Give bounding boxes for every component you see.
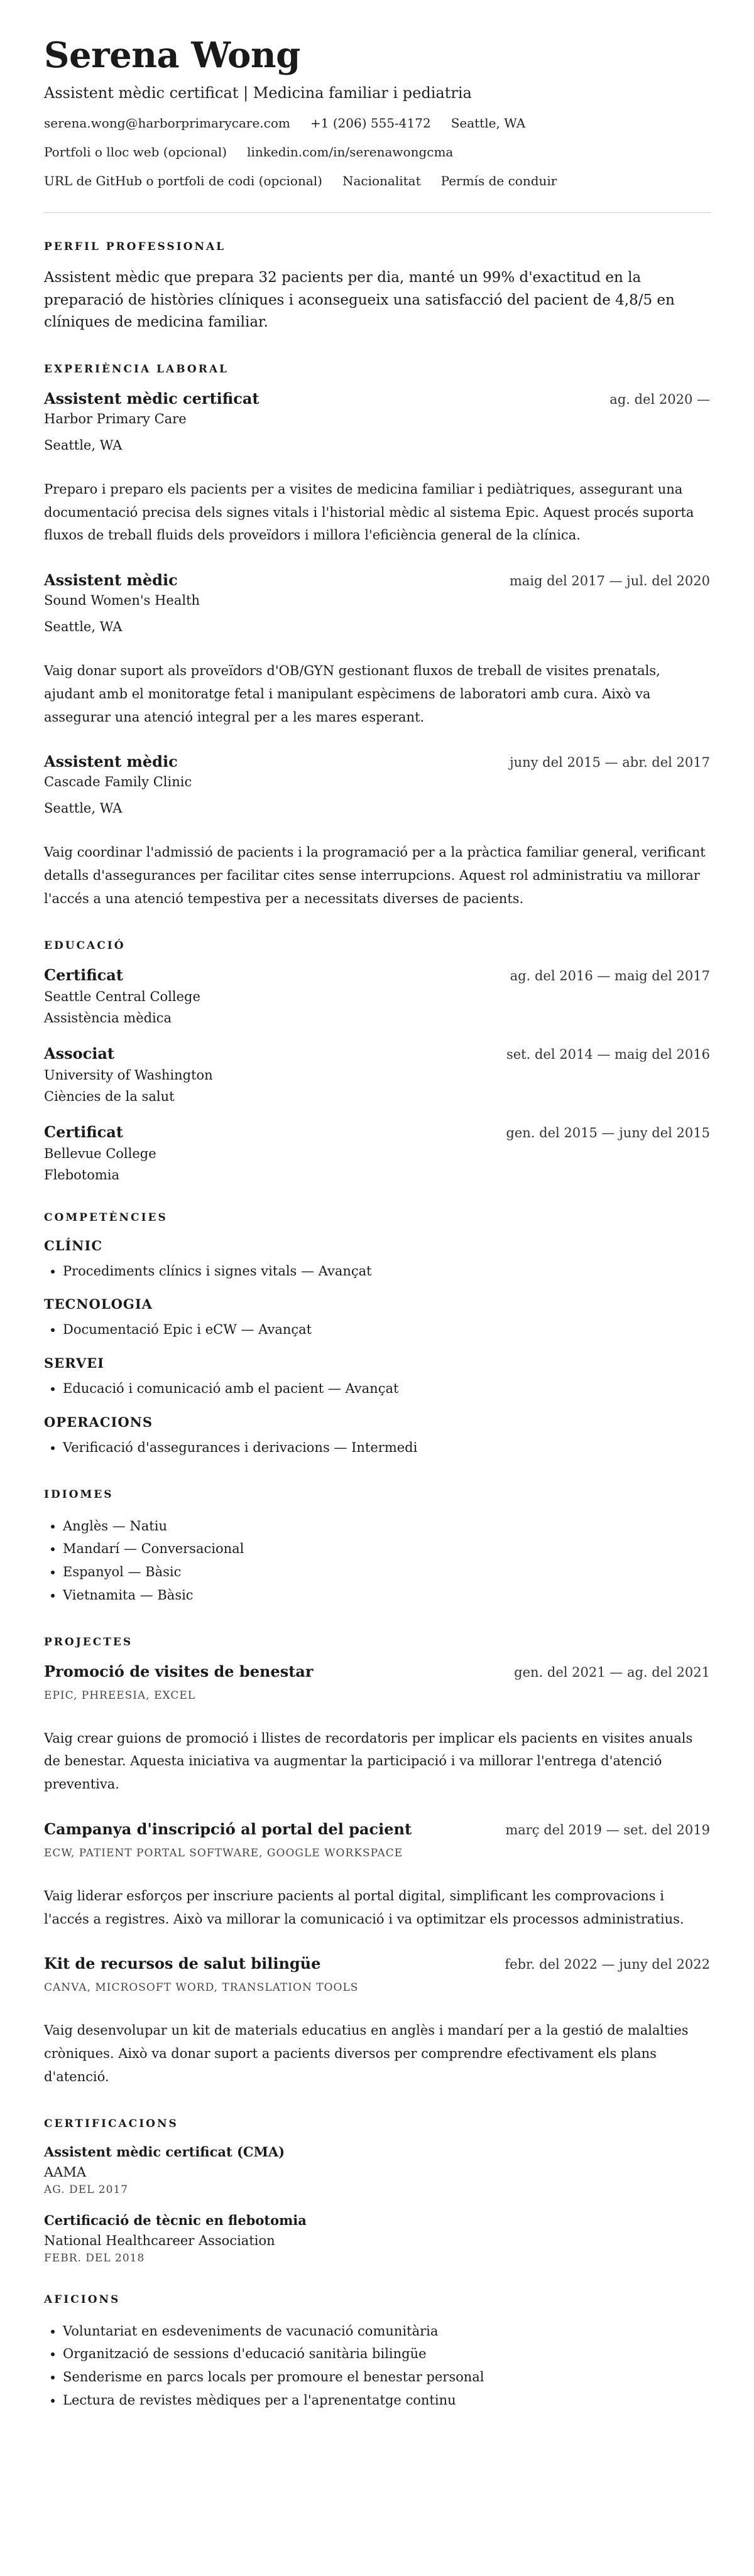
skill-item: • Educació i comunicació amb el pacient — Avançat	[63, 1377, 710, 1400]
job-title: Assistent mèdic	[44, 752, 178, 771]
project-name: Promoció de visites de benestar	[44, 1662, 314, 1680]
phone-number: +1 (206) 555-4172	[310, 116, 431, 131]
field-of-study: Assistència mèdica	[44, 1010, 172, 1026]
header-divider	[44, 212, 710, 213]
portfolio-link[interactable]: Portfoli o lloc web (opcional)	[44, 144, 227, 160]
driving-license: Permís de conduir	[440, 173, 557, 188]
certifications-section	[44, 2118, 710, 2265]
education-section	[44, 939, 710, 1182]
education-entry	[44, 1123, 710, 1182]
section-title: IDIOMES	[44, 1488, 114, 1501]
project-description: Vaig desenvolupar un kit de materials educatius en anglès i mandarí per a la gestió de malalties cròniques. Això va donar suport a pacients diversos per comprendre efectivament els plans d'atenció.	[44, 2023, 689, 2084]
employer: Sound Women's Health	[44, 593, 200, 609]
skill-category: OPERACIONS	[44, 1414, 153, 1430]
project-description: Vaig liderar esforços per inscriure pacients al portal digital, simplificant les comprovacions i l'accés a registres. Això va millorar la comunicació i va optimitzar els processos administratius.	[44, 1888, 684, 1927]
job-description: Preparo i preparo els pacients per a visites de medicina familiar i pediàtriques, assegurant una documentació precisa dels signes vitals i l'historial mèdic al sistema Epic. Aquest procés suporta fluxos de treball fluids dels proveïdors i millora l'eficiència general de la clínica.	[44, 481, 694, 543]
education-dates: ag. del 2016 — maig del 2017	[510, 968, 710, 983]
job-location: Seattle, WA	[44, 437, 123, 453]
job-dates: ag. del 2020 —	[609, 391, 710, 407]
project-tech: ECW, PATIENT PORTAL SOFTWARE, GOOGLE WORKSPACE	[44, 1846, 403, 1859]
section-title: EXPERIÈNCIA LABORAL	[44, 362, 229, 376]
project-entry	[44, 1662, 710, 1796]
contact-row-extra	[44, 173, 710, 188]
resume-header	[44, 35, 710, 188]
school: Bellevue College	[44, 1145, 156, 1161]
education-entry	[44, 966, 710, 1026]
job-dates: juny del 2015 — abr. del 2017	[510, 755, 710, 771]
school: University of Washington	[44, 1067, 213, 1083]
school: Seattle Central College	[44, 988, 200, 1004]
hobby-item: • Lectura de revistes mèdiques per a l'aprenentatge continu	[63, 2389, 710, 2412]
location: Seattle, WA	[451, 116, 526, 131]
projects-section	[44, 1636, 710, 2089]
degree: Associat	[44, 1044, 115, 1063]
linkedin-link[interactable]: linkedin.com/in/serenawongcma	[247, 144, 454, 160]
skill-item: • Verificació d'assegurances i derivacions — Intermedi	[63, 1436, 710, 1459]
section-title: COMPETÈNCIES	[44, 1211, 168, 1224]
section-title: PERFIL PROFESSIONAL	[44, 241, 226, 253]
candidate-name: Serena Wong	[44, 35, 300, 76]
experience-entry	[44, 571, 710, 728]
project-tech: CANVA, MICROSOFT WORD, TRANSLATION TOOLS	[44, 1981, 359, 1994]
certification-name: Certificació de tècnic en flebotomia	[44, 2212, 307, 2228]
skill-category: TECNOLOGIA	[44, 1296, 153, 1312]
certification-issuer: AAMA	[44, 2164, 86, 2180]
hobby-item: • Organització de sessions d'educació sanitària bilingüe	[63, 2342, 710, 2366]
certification-name: Assistent mèdic certificat (CMA)	[44, 2143, 285, 2160]
job-description: Vaig coordinar l'admissió de pacients i la programació per a la pràctica familiar general, verificant detalls d'assegurances per facilitar cites sense interrupcions. Aquest rol administratiu va millorar l'accés a una atenció tempestiva per a necessitats diverses de pacients.	[44, 845, 706, 906]
section-title: EDUCACIÓ	[44, 939, 126, 952]
employer: Cascade Family Clinic	[44, 774, 192, 790]
email-link[interactable]: serena.wong@harborprimarycare.com	[44, 116, 290, 131]
project-entry	[44, 1954, 710, 2088]
certification-date: AG. DEL 2017	[44, 2183, 129, 2196]
project-dates: gen. del 2021 — ag. del 2021	[514, 1664, 710, 1680]
job-title: Assistent mèdic certificat	[44, 389, 260, 408]
summary-section	[44, 241, 710, 334]
summary-text: Assistent mèdic que prepara 32 pacients per dia, manté un 99% d'exactitud en la preparació de històries clíniques i aconsegueix una satisfacció del pacient de 4,8/5 en clíniques de medicina familiar.	[44, 269, 675, 331]
certification-entry	[44, 2144, 710, 2196]
employer: Harbor Primary Care	[44, 411, 187, 426]
skill-item: • Procediments clínics i signes vitals — Avançat	[63, 1260, 710, 1283]
experience-entry	[44, 752, 710, 910]
project-dates: març del 2019 — set. del 2019	[505, 1822, 710, 1837]
section-title: PROJECTES	[44, 1635, 133, 1648]
project-entry	[44, 1820, 710, 1931]
language-item: • Vietnamita — Bàsic	[63, 1584, 710, 1607]
degree: Certificat	[44, 1122, 123, 1141]
language-item: • Mandarí — Conversacional	[63, 1537, 710, 1561]
project-dates: febr. del 2022 — juny del 2022	[505, 1957, 710, 1973]
education-entry	[44, 1044, 710, 1104]
skill-category: CLÍNIC	[44, 1237, 103, 1253]
certification-date: FEBR. DEL 2018	[44, 2251, 145, 2265]
project-description: Vaig crear guions de promoció i llistes de recordatoris per implicar els pacients en visites anuals de benestar. Aquesta iniciativa va augmentar la participació i va millorar l'entrega d'atenció preventiva.	[44, 1730, 693, 1792]
section-title: CERTIFICACIONS	[44, 2117, 178, 2130]
job-location: Seattle, WA	[44, 801, 123, 816]
certification-entry	[44, 2212, 710, 2265]
headline: Assistent mèdic certificat | Medicina familiar i pediatria	[44, 84, 472, 102]
language-item: • Anglès — Natiu	[63, 1515, 710, 1538]
project-name: Kit de recursos de salut bilingüe	[44, 1954, 321, 1973]
project-tech: EPIC, PHREESIA, EXCEL	[44, 1689, 196, 1702]
job-location: Seattle, WA	[44, 619, 123, 635]
certification-issuer: National Healthcareer Association	[44, 2232, 275, 2248]
hobby-item: • Voluntariat en esdeveniments de vacunació comunitària	[63, 2320, 710, 2343]
education-dates: set. del 2014 — maig del 2016	[506, 1046, 710, 1062]
skills-section	[44, 1211, 710, 1459]
degree: Certificat	[44, 965, 123, 984]
skill-item: • Documentació Epic i eCW — Avançat	[63, 1318, 710, 1341]
contact-row-primary	[44, 116, 710, 131]
job-description: Vaig donar suport als proveïdors d'OB/GYN gestionant fluxos de treball de visites prenatals, ajudant amb el monitoratge fetal i manipulant espècimens de laboratori amb cura. Això va assegurar una atenció integral per a les mares esperant.	[44, 663, 660, 725]
experience-entry	[44, 389, 710, 547]
hobbies-section	[44, 2293, 710, 2412]
skill-category: SERVEI	[44, 1355, 104, 1372]
project-name: Campanya d'inscripció al portal del pacient	[44, 1819, 412, 1838]
education-dates: gen. del 2015 — juny del 2015	[506, 1125, 710, 1140]
github-link[interactable]: URL de GitHub o portfoli de codi (opcional)	[44, 173, 322, 188]
nationality: Nacionalitat	[342, 173, 421, 188]
languages-section	[44, 1488, 710, 1607]
job-dates: maig del 2017 — jul. del 2020	[509, 573, 710, 589]
field-of-study: Flebotomia	[44, 1167, 120, 1182]
language-item: • Espanyol — Bàsic	[63, 1561, 710, 1584]
job-title: Assistent mèdic	[44, 571, 178, 590]
section-title: AFICIONS	[44, 2293, 121, 2306]
experience-section	[44, 363, 710, 911]
hobby-item: • Senderisme en parcs locals per promoure el benestar personal	[63, 2366, 710, 2389]
contact-row-links	[44, 144, 710, 160]
field-of-study: Ciències de la salut	[44, 1088, 175, 1104]
